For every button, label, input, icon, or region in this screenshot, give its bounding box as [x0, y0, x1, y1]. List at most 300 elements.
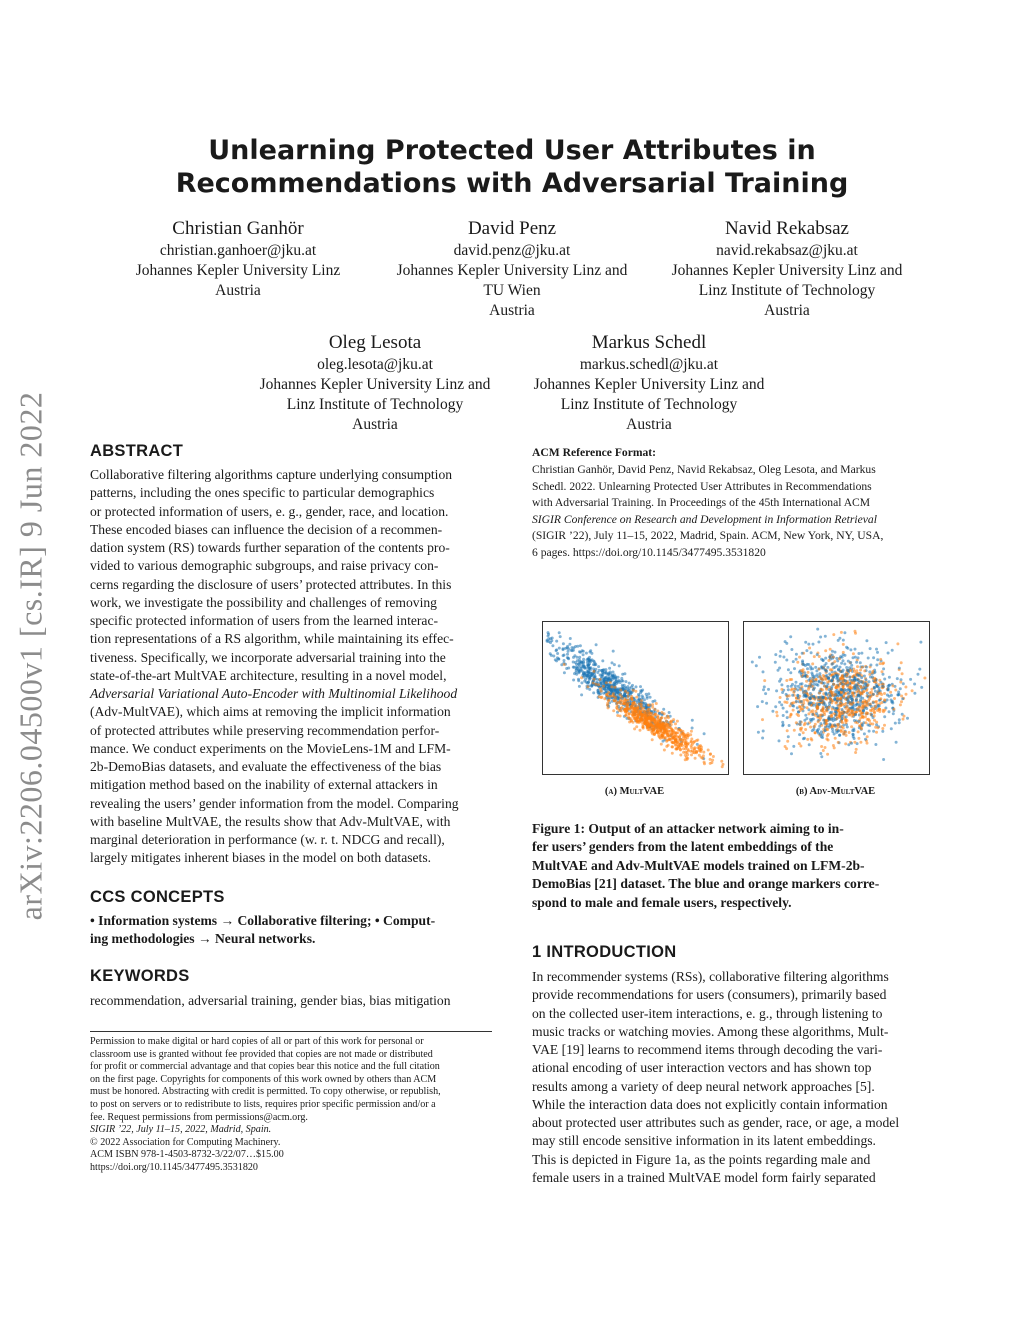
- male-user-point: [801, 652, 804, 655]
- male-user-point: [896, 693, 899, 696]
- male-user-point: [872, 730, 875, 733]
- male-user-point: [853, 737, 856, 740]
- female-user-point: [602, 685, 605, 688]
- male-user-point: [818, 681, 821, 684]
- male-user-point: [812, 643, 815, 646]
- female-user-point: [801, 704, 804, 707]
- male-user-point: [765, 702, 768, 705]
- male-user-point: [777, 669, 780, 672]
- male-user-point: [612, 671, 615, 674]
- female-user-point: [687, 748, 690, 751]
- female-user-point: [607, 706, 610, 709]
- female-user-point: [806, 700, 809, 703]
- male-user-point: [869, 664, 872, 667]
- female-user-point: [637, 721, 640, 724]
- male-user-point: [833, 698, 836, 701]
- male-user-point: [848, 675, 851, 678]
- female-user-point: [905, 693, 908, 696]
- intro-line: results among a variety of deep neural network approaches [5].: [532, 1078, 875, 1094]
- female-user-point: [808, 647, 811, 650]
- male-user-point: [782, 714, 785, 717]
- female-user-point: [900, 695, 903, 698]
- female-user-point: [780, 688, 783, 691]
- male-user-point: [799, 683, 802, 686]
- male-user-point: [805, 649, 808, 652]
- female-user-point: [633, 727, 636, 730]
- female-user-point: [600, 696, 603, 699]
- male-user-point: [917, 673, 920, 676]
- female-user-point: [868, 698, 871, 701]
- author-block: [514, 330, 784, 435]
- female-user-point: [610, 685, 613, 688]
- male-user-point: [576, 656, 579, 659]
- female-user-point: [878, 708, 881, 711]
- female-user-point: [681, 739, 684, 742]
- male-user-point: [840, 662, 843, 665]
- male-user-point: [787, 688, 790, 691]
- male-user-point: [863, 732, 866, 735]
- abstract-line: state-of-the-art MultVAE architecture, resulting in a novel model,: [90, 667, 447, 683]
- male-user-point: [580, 681, 583, 684]
- male-user-point: [888, 676, 891, 679]
- male-user-point: [919, 641, 922, 644]
- intro-line: music tracks or watching movies. Among these algorithms, Mult-: [532, 1023, 889, 1039]
- male-user-point: [567, 650, 570, 653]
- male-user-point: [771, 710, 774, 713]
- male-user-point: [608, 667, 611, 670]
- male-user-point: [617, 679, 620, 682]
- female-user-point: [659, 737, 662, 740]
- female-user-point: [614, 686, 617, 689]
- male-user-point: [856, 673, 859, 676]
- female-user-point: [686, 757, 689, 760]
- male-user-point: [827, 676, 830, 679]
- male-user-point: [852, 728, 855, 731]
- male-user-point: [758, 656, 761, 659]
- footnote-line[interactable]: https://doi.org/10.1145/3477495.3531820: [90, 1161, 258, 1173]
- male-user-point: [841, 708, 844, 711]
- male-user-point: [668, 711, 671, 714]
- female-user-point: [826, 753, 829, 756]
- male-user-point: [854, 686, 857, 689]
- male-user-point: [639, 685, 642, 688]
- male-user-point: [896, 677, 899, 680]
- female-user-point: [834, 702, 837, 705]
- male-user-point: [811, 729, 814, 732]
- caption-line: DemoBias [21] dataset. The blue and orange markers corre-: [532, 876, 880, 892]
- male-user-point: [902, 682, 905, 685]
- female-user-point: [842, 651, 845, 654]
- female-user-point: [671, 752, 674, 755]
- abstract-line: work, we investigate the possibility and challenges of removing: [90, 594, 437, 610]
- male-user-point: [860, 652, 863, 655]
- intro-line: In recommender systems (RSs), collaborative filtering algorithms: [532, 969, 889, 984]
- female-user-point: [635, 696, 638, 699]
- paper-title: Unlearning Protected User Attributes in Recommendations with Adversarial Training: [175, 135, 849, 199]
- female-user-point: [867, 683, 870, 686]
- male-user-point: [582, 664, 585, 667]
- male-user-point: [785, 659, 788, 662]
- female-user-point: [672, 729, 675, 732]
- female-user-point: [612, 692, 615, 695]
- female-user-point: [775, 711, 778, 714]
- male-user-point: [796, 694, 799, 697]
- male-user-point: [763, 685, 766, 688]
- female-user-point: [870, 709, 873, 712]
- male-user-point: [612, 650, 615, 653]
- acm-ref-line: 6 pages. https://doi.org/10.1145/3477495.3531820: [532, 545, 766, 559]
- male-user-point: [792, 660, 795, 663]
- acm-reference: [532, 462, 936, 562]
- female-user-point: [646, 725, 649, 728]
- intro-line: female users in a trained MultVAE model form fairly separated: [532, 1169, 876, 1185]
- female-user-point: [693, 746, 696, 749]
- male-user-point: [892, 712, 895, 715]
- female-user-point: [841, 703, 844, 706]
- female-user-point: [850, 686, 853, 689]
- female-user-point: [644, 717, 647, 720]
- female-user-point: [690, 746, 693, 749]
- female-user-point: [653, 708, 656, 711]
- female-user-point: [667, 716, 670, 719]
- male-user-point: [795, 681, 798, 684]
- female-user-point: [790, 713, 793, 716]
- caption-line: Figure 1: Output of an attacker network aiming to in-: [532, 821, 844, 836]
- footnote-line: SIGIR ’22, July 11–15, 2022, Madrid, Spain.: [90, 1124, 272, 1136]
- male-user-point: [868, 730, 871, 733]
- female-user-point: [853, 670, 856, 673]
- male-user-point: [786, 698, 789, 701]
- female-user-point: [687, 734, 690, 737]
- male-user-point: [876, 651, 879, 654]
- female-user-point: [830, 715, 833, 718]
- female-user-point: [866, 742, 869, 745]
- male-user-point: [550, 654, 553, 657]
- female-user-point: [635, 719, 638, 722]
- male-user-point: [851, 733, 854, 736]
- female-user-point: [848, 731, 851, 734]
- footnote-line: classroom use is granted without fee provided that copies are not made or distributed: [90, 1048, 433, 1060]
- male-user-point: [819, 733, 822, 736]
- male-user-point: [879, 681, 882, 684]
- male-user-point: [863, 687, 866, 690]
- female-user-point: [799, 745, 802, 748]
- male-user-point: [856, 678, 859, 681]
- male-user-point: [800, 700, 803, 703]
- keywords-heading: KEYWORDS: [90, 967, 190, 985]
- male-user-point: [894, 722, 897, 725]
- male-user-point: [786, 685, 789, 688]
- female-user-point: [793, 729, 796, 732]
- female-user-point: [663, 749, 666, 752]
- male-user-point: [816, 628, 819, 631]
- male-user-point: [580, 660, 583, 663]
- female-user-point: [776, 714, 779, 717]
- author-name: Christian Ganhör: [172, 218, 304, 239]
- male-user-point: [761, 737, 764, 740]
- female-user-point: [834, 737, 837, 740]
- abstract-line: of protected attributes while preserving recommendation perfor-: [90, 722, 440, 738]
- caption-line: MultVAE and Adv-MultVAE models trained on LFM-2b-: [532, 857, 865, 873]
- female-user-point: [847, 713, 850, 716]
- male-user-point: [875, 664, 878, 667]
- male-user-point: [807, 643, 810, 646]
- female-user-point: [831, 673, 834, 676]
- female-user-point: [883, 724, 886, 727]
- male-user-point: [791, 694, 794, 697]
- author-email[interactable]: navid.rekabsaz@jku.at: [716, 242, 858, 259]
- male-user-point: [824, 692, 827, 695]
- female-user-point: [881, 727, 884, 730]
- male-user-point: [920, 686, 923, 689]
- male-user-point: [826, 725, 829, 728]
- male-user-point: [818, 703, 821, 706]
- female-user-point: [636, 706, 639, 709]
- male-user-point: [780, 703, 783, 706]
- male-user-point: [602, 692, 605, 695]
- ccs-line: • Information systems → Collaborative filtering; • Comput-: [90, 913, 436, 928]
- abstract-line: mance. We conduct experiments on the MovieLens-1M and LFM-: [90, 740, 451, 756]
- author-email[interactable]: david.penz@jku.at: [453, 242, 571, 259]
- male-user-point: [868, 670, 871, 673]
- female-user-point: [839, 712, 842, 715]
- male-user-point: [883, 678, 886, 681]
- male-user-point: [882, 673, 885, 676]
- abstract-line: specific protected information of users from the learned interac-: [90, 613, 439, 628]
- female-user-point: [690, 738, 693, 741]
- male-user-point: [578, 658, 581, 661]
- male-user-point: [857, 694, 860, 697]
- male-user-point: [804, 664, 807, 667]
- female-user-point: [678, 735, 681, 738]
- female-user-point: [825, 728, 828, 731]
- female-user-point: [653, 720, 656, 723]
- male-user-point: [594, 663, 597, 666]
- male-user-point: [868, 680, 871, 683]
- female-user-point: [619, 700, 622, 703]
- female-user-point: [850, 725, 853, 728]
- female-user-point: [700, 756, 703, 759]
- male-user-point: [562, 654, 565, 657]
- male-user-point: [797, 710, 800, 713]
- female-user-point: [795, 721, 798, 724]
- female-user-point: [672, 737, 675, 740]
- male-user-point: [547, 631, 550, 634]
- male-user-point: [601, 679, 604, 682]
- female-user-point: [669, 738, 672, 741]
- male-user-point: [792, 705, 795, 708]
- male-user-point: [865, 666, 868, 669]
- male-user-point: [588, 677, 591, 680]
- author-email[interactable]: christian.ganhoer@jku.at: [159, 242, 317, 259]
- female-user-point: [671, 746, 674, 749]
- male-user-point: [775, 689, 778, 692]
- male-user-point: [834, 718, 837, 721]
- female-user-point: [896, 642, 899, 645]
- male-user-point: [587, 681, 590, 684]
- male-user-point: [563, 659, 566, 662]
- female-user-point: [614, 696, 617, 699]
- female-user-point: [824, 746, 827, 749]
- female-user-point: [867, 718, 870, 721]
- subfigure-caption-a: (a) MultVAE: [604, 786, 665, 797]
- female-user-point: [793, 688, 796, 691]
- female-user-point: [662, 728, 665, 731]
- female-user-point: [627, 695, 630, 698]
- female-user-point: [857, 737, 860, 740]
- male-user-point: [838, 637, 841, 640]
- female-user-point: [846, 709, 849, 712]
- female-user-point: [675, 732, 678, 735]
- female-user-point: [763, 679, 766, 682]
- male-user-point: [597, 665, 600, 668]
- female-user-point: [857, 730, 860, 733]
- male-user-point: [812, 718, 815, 721]
- female-user-point: [632, 721, 635, 724]
- female-user-point: [640, 719, 643, 722]
- female-user-point: [796, 661, 799, 664]
- male-user-point: [811, 667, 814, 670]
- female-user-point: [834, 686, 837, 689]
- female-user-point: [654, 727, 657, 730]
- male-user-point: [840, 715, 843, 718]
- male-user-point: [863, 675, 866, 678]
- footnote-line: fee. Request permissions from permissions@acm.org.: [90, 1111, 308, 1123]
- male-user-point: [804, 684, 807, 687]
- male-user-point: [601, 659, 604, 662]
- female-user-point: [624, 690, 627, 693]
- male-user-point: [803, 675, 806, 678]
- male-user-point: [830, 711, 833, 714]
- female-user-point: [792, 691, 795, 694]
- female-user-point: [807, 671, 810, 674]
- female-user-point: [852, 695, 855, 698]
- female-user-point: [685, 746, 688, 749]
- male-user-point: [837, 729, 840, 732]
- author-email[interactable]: oleg.lesota@jku.at: [317, 356, 433, 373]
- male-user-point: [578, 685, 581, 688]
- male-user-point: [852, 656, 855, 659]
- female-user-point: [690, 753, 693, 756]
- female-user-point: [875, 731, 878, 734]
- female-user-point: [586, 685, 589, 688]
- male-user-point: [845, 715, 848, 718]
- female-user-point: [619, 689, 622, 692]
- keywords-text: recommendation, adversarial training, gender bias, bias mitigation: [90, 993, 451, 1008]
- female-user-point: [695, 751, 698, 754]
- female-user-point: [856, 707, 859, 710]
- female-user-point: [859, 669, 862, 672]
- ccs-line: ing methodologies → Neural networks.: [90, 931, 316, 947]
- male-user-point: [890, 701, 893, 704]
- female-user-point: [873, 677, 876, 680]
- male-user-point: [588, 688, 591, 691]
- author-block: [382, 216, 642, 321]
- male-user-point: [785, 710, 788, 713]
- male-user-point: [860, 680, 863, 683]
- male-user-point: [831, 678, 834, 681]
- female-user-point: [620, 706, 623, 709]
- female-user-point: [648, 728, 651, 731]
- male-user-point: [584, 672, 587, 675]
- male-user-point: [873, 686, 876, 689]
- female-user-point: [707, 749, 710, 752]
- author-email[interactable]: markus.schedl@jku.at: [579, 356, 719, 373]
- female-user-point: [813, 655, 816, 658]
- male-user-point: [662, 740, 665, 743]
- female-user-point: [829, 697, 832, 700]
- male-user-point: [847, 701, 850, 704]
- abstract-body: [90, 466, 492, 868]
- arxiv-stamp: [8, 380, 54, 932]
- female-user-point: [829, 648, 832, 651]
- male-user-point: [864, 738, 867, 741]
- male-user-point: [808, 743, 811, 746]
- male-user-point: [551, 637, 554, 640]
- male-user-point: [645, 693, 648, 696]
- male-user-point: [598, 669, 601, 672]
- male-user-point: [790, 685, 793, 688]
- female-user-point: [814, 710, 817, 713]
- male-user-point: [547, 635, 550, 638]
- male-user-point: [865, 639, 868, 642]
- female-user-point: [660, 734, 663, 737]
- female-user-point: [709, 762, 712, 765]
- female-user-point: [580, 676, 583, 679]
- female-user-point: [620, 695, 623, 698]
- female-user-point: [865, 713, 868, 716]
- female-user-point: [800, 727, 803, 730]
- scatter-plot-adv-multvae: [743, 621, 930, 775]
- male-user-point: [859, 703, 862, 706]
- male-user-point: [795, 700, 798, 703]
- female-user-point: [712, 755, 715, 758]
- abstract-line: cerns regarding the disclosure of users’ protected attributes. In this: [90, 576, 452, 592]
- male-user-point: [792, 745, 795, 748]
- male-user-point: [801, 661, 804, 664]
- male-user-point: [583, 680, 586, 683]
- male-user-point: [856, 685, 859, 688]
- footnote-line: ACM ISBN 978-1-4503-8732-3/22/07…$15.00: [90, 1149, 284, 1161]
- subfigure-caption-b: (b) Adv-MultVAE: [795, 786, 876, 797]
- female-user-point: [856, 665, 859, 668]
- male-user-point: [568, 643, 571, 646]
- female-user-point: [893, 697, 896, 700]
- male-user-point: [628, 682, 631, 685]
- male-user-point: [840, 694, 843, 697]
- male-user-point: [848, 666, 851, 669]
- male-user-point: [901, 697, 904, 700]
- male-user-point: [558, 631, 561, 634]
- female-user-point: [672, 741, 675, 744]
- female-user-point: [840, 691, 843, 694]
- female-user-point: [894, 689, 897, 692]
- female-user-point: [631, 698, 634, 701]
- male-user-point: [779, 650, 782, 653]
- author-country: Austria: [626, 416, 672, 433]
- female-user-point: [803, 723, 806, 726]
- male-user-point: [819, 636, 822, 639]
- male-user-point: [825, 685, 828, 688]
- male-user-point: [918, 668, 921, 671]
- female-user-point: [842, 730, 845, 733]
- male-user-point: [909, 678, 912, 681]
- male-user-point: [866, 692, 869, 695]
- female-user-point: [823, 675, 826, 678]
- male-user-point: [566, 645, 569, 648]
- male-user-point: [845, 666, 848, 669]
- male-user-point: [825, 670, 828, 673]
